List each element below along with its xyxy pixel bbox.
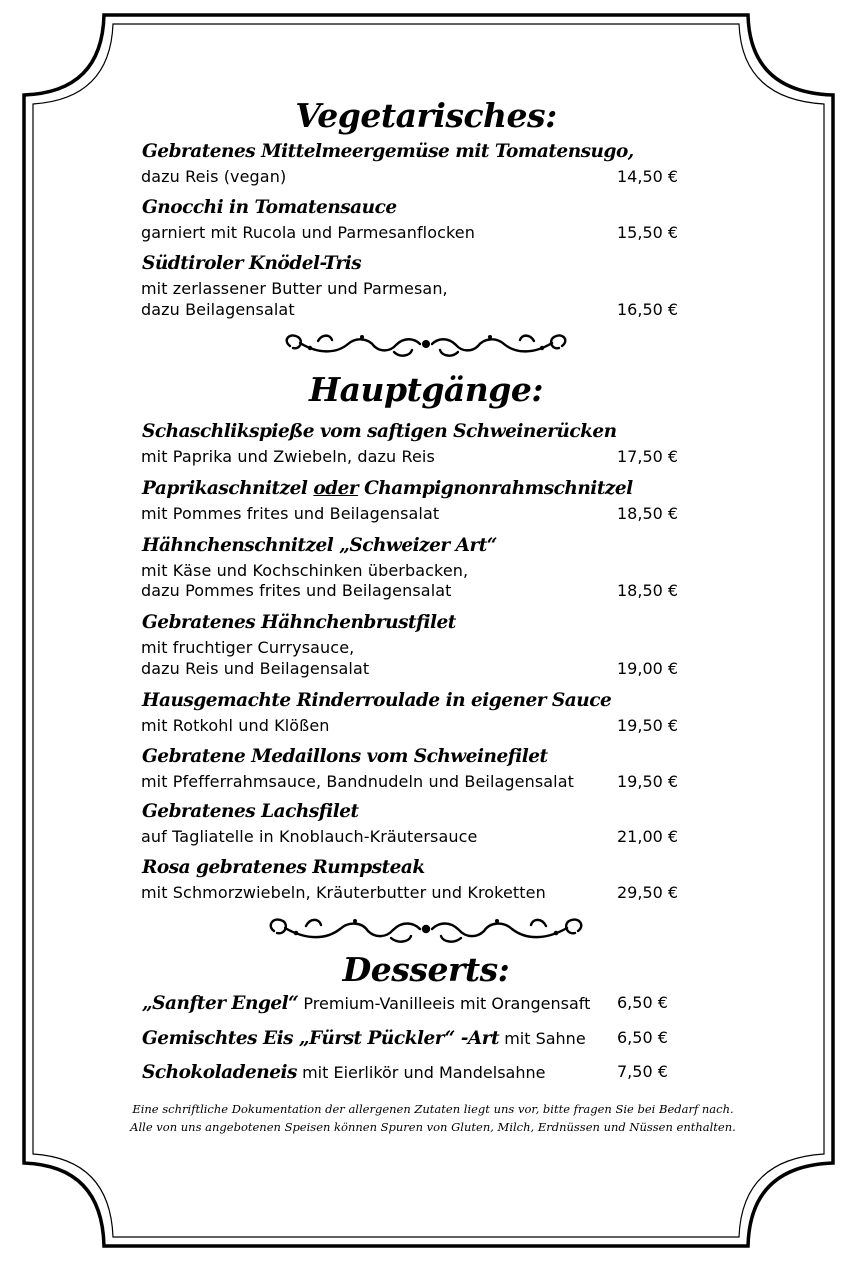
dish-price: 14,50 € [617, 167, 679, 186]
dish-description: mit Schmorzwiebeln, Kräuterbutter und Kroketten [141, 883, 546, 902]
dish-name: Gebratenes Mittelmeergemüse mit Tomatensugo, [142, 141, 634, 162]
dish-price: 29,50 € [617, 883, 679, 902]
dessert-price: 6,50 € [617, 993, 668, 1012]
dish-name: Südtiroler Knödel-Tris [142, 253, 362, 274]
dish-price: 15,50 € [617, 223, 679, 242]
dish-name-combined [142, 478, 633, 499]
dish-price: 19,50 € [617, 716, 679, 735]
dessert-name: Gemischtes Eis „Fürst Pückler“ -Art [142, 1028, 500, 1049]
dish-description: mit Pommes frites und Beilagensalat [141, 504, 440, 523]
dessert-item [142, 1028, 586, 1049]
dish-price: 19,50 € [617, 772, 679, 791]
dish-name-part: Champignonrahmschnitzel [364, 478, 633, 499]
dessert-item [142, 1062, 545, 1083]
dish-description: dazu Pommes frites und Beilagensalat [141, 581, 452, 600]
dish-price: 19,00 € [617, 659, 679, 678]
dish-description: mit Käse und Kochschinken überbacken, [141, 561, 469, 580]
dish-name: Gebratene Medaillons vom Schweinefilet [142, 746, 548, 767]
dish-name: Hausgemachte Rinderroulade in eigener Sauce [142, 690, 612, 711]
dish-price: 18,50 € [617, 581, 679, 600]
dish-description: dazu Reis (vegan) [141, 167, 287, 186]
dish-description: mit Pfefferrahmsauce, Bandnudeln und Beilagensalat [141, 772, 574, 791]
dish-price: 18,50 € [617, 504, 679, 523]
dish-name: Gnocchi in Tomatensauce [142, 197, 397, 218]
allergen-note-line-2: Alle von uns angebotenen Speisen können Spuren von Gluten, Milch, Erdnüssen und Nüssen enthalten. [130, 1120, 736, 1134]
dish-description: dazu Reis und Beilagensalat [141, 659, 370, 678]
dish-description: mit fruchtiger Currysauce, [141, 638, 355, 657]
dish-name: Gebratenes Lachsfilet [142, 801, 359, 822]
dish-name: Gebratenes Hähnchenbrustfilet [142, 612, 456, 633]
dessert-item [142, 993, 590, 1014]
dish-description: mit zerlassener Butter und Parmesan, [141, 279, 448, 298]
section-title-haupt: Hauptgänge: [308, 370, 544, 409]
dish-price: 16,50 € [617, 300, 679, 319]
dish-name: Rosa gebratenes Rumpsteak [142, 857, 425, 878]
dish-description: auf Tagliatelle in Knoblauch-Kräutersauce [141, 827, 478, 846]
dish-description: mit Rotkohl und Klößen [141, 716, 330, 735]
dish-name-part: Paprikaschnitzel [142, 478, 308, 499]
dish-name: Hähnchenschnitzel „Schweizer Art“ [142, 535, 497, 556]
dish-name: Schaschlikspieße vom saftigen Schweinerücken [142, 421, 617, 442]
section-title-vegetarisch: Vegetarisches: [295, 96, 557, 135]
dessert-name: „Sanfter Engel“ [142, 993, 299, 1014]
dish-price: 17,50 € [617, 447, 679, 466]
dessert-description: mit Eierlikör und Mandelsahne [302, 1063, 546, 1082]
dish-name-part-or: oder [313, 478, 359, 499]
dessert-description: mit Sahne [504, 1029, 586, 1048]
allergen-note-line-1: Eine schriftliche Dokumentation der allergenen Zutaten liegt uns vor, bitte fragen Sie bei Bedarf nach. [132, 1102, 734, 1116]
dish-description: garniert mit Rucola und Parmesanflocken [141, 223, 475, 242]
dish-price: 21,00 € [617, 827, 679, 846]
dish-description: mit Paprika und Zwiebeln, dazu Reis [141, 447, 435, 466]
dish-description: dazu Beilagensalat [141, 300, 295, 319]
dessert-price: 6,50 € [617, 1028, 668, 1047]
dessert-name: Schokoladeneis [142, 1062, 297, 1083]
dessert-price: 7,50 € [617, 1062, 668, 1081]
section-title-desserts: Desserts: [342, 950, 510, 989]
dessert-description: Premium-Vanilleeis mit Orangensaft [303, 994, 591, 1013]
